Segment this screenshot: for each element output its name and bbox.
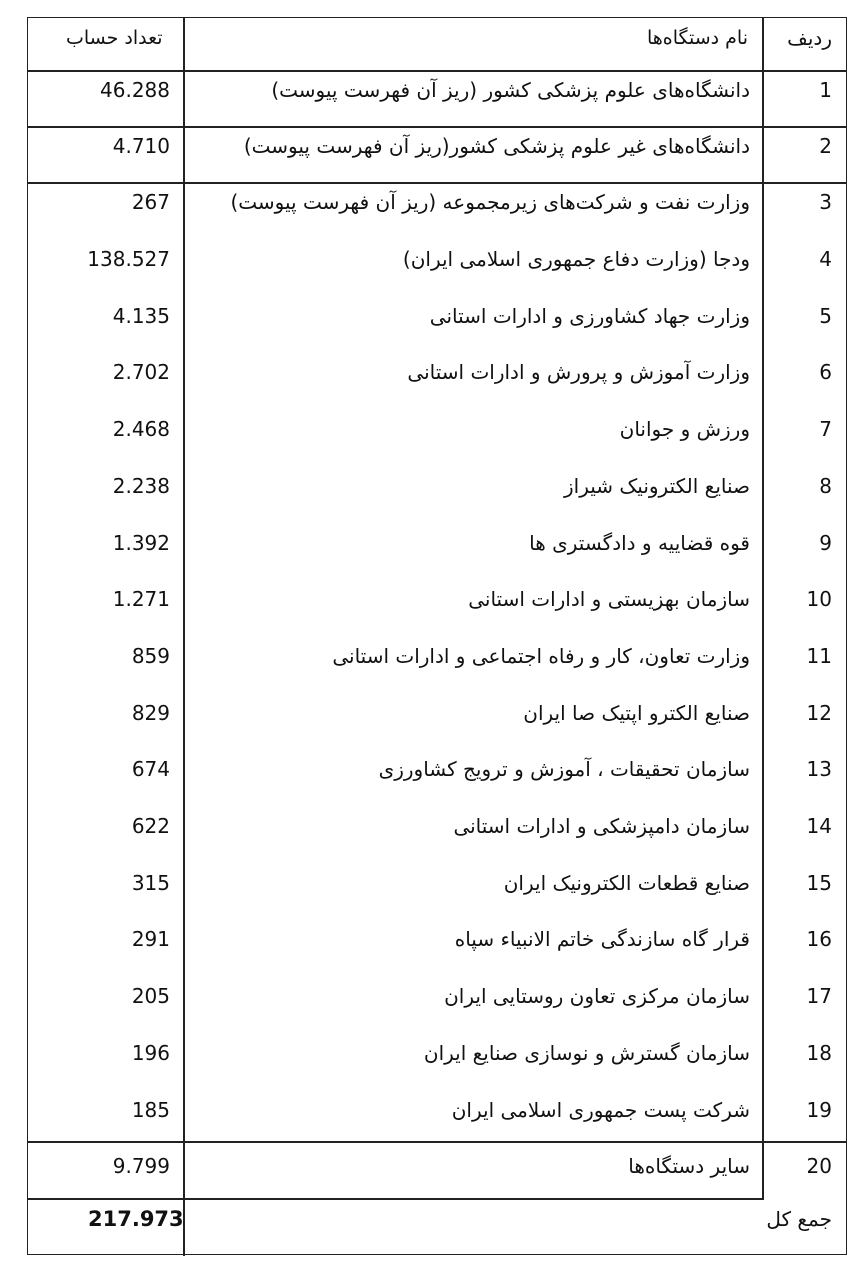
row-name: سازمان گسترش و نوسازی صنایع ایران [423, 1041, 750, 1065]
row-count: 9.799 [112, 1154, 170, 1178]
row-count: 859 [131, 644, 170, 668]
row-name: وزارت تعاون، کار و رفاه اجتماعی و ادارات استانی [332, 644, 750, 668]
row-count: 829 [131, 701, 170, 725]
row-number: 1 [819, 78, 832, 102]
row-number: 20 [806, 1154, 832, 1178]
row-count: 291 [131, 927, 170, 951]
column-divider [183, 18, 185, 1256]
row-number: 6 [819, 360, 832, 384]
total-label: جمع کل [766, 1207, 832, 1231]
row-count: 2.702 [112, 360, 170, 384]
row-divider [28, 1141, 846, 1143]
total-count: 217.973 [88, 1207, 184, 1231]
row-name: سایر دستگاه‌ها [628, 1154, 750, 1178]
row-name: ودجا (وزارت دفاع جمهوری اسلامی ایران) [402, 247, 750, 271]
row-number: 2 [819, 134, 832, 158]
row-count: 674 [131, 757, 170, 781]
row-name: سازمان بهزیستی و ادارات استانی [468, 587, 750, 611]
row-name: ورزش و جوانان [619, 417, 750, 441]
header-name: نام دستگاه‌ها [646, 27, 748, 49]
row-count: 622 [131, 814, 170, 838]
row-number: 18 [806, 1041, 832, 1065]
row-name: قوه قضاییه و دادگستری ها [529, 531, 750, 555]
row-number: 5 [819, 304, 832, 328]
row-count: 185 [131, 1098, 170, 1122]
row-number: 12 [806, 701, 832, 725]
row-number: 15 [806, 871, 832, 895]
header-count: تعداد حساب [66, 27, 163, 49]
row-count: 4.710 [112, 134, 170, 158]
row-name: سازمان دامپزشکی و ادارات استانی [453, 814, 750, 838]
row-number: 4 [819, 247, 832, 271]
row-number: 11 [806, 644, 832, 668]
row-number: 16 [806, 927, 832, 951]
row-name: صنایع الکترونیک شیراز [563, 474, 750, 498]
accounts-table [27, 17, 847, 1255]
row-count: 196 [131, 1041, 170, 1065]
row-count: 138.527 [87, 247, 170, 271]
row-count: 267 [131, 190, 170, 214]
row-name: وزارت آموزش و پرورش و ادارات استانی [407, 360, 750, 384]
row-number: 14 [806, 814, 832, 838]
row-number: 17 [806, 984, 832, 1008]
header-row-no: ردیف [787, 26, 832, 50]
row-name: سازمان تحقیقات ، آموزش و ترویج کشاورزی [378, 757, 750, 781]
row-count: 315 [131, 871, 170, 895]
row-number: 9 [819, 531, 832, 555]
row-number: 13 [806, 757, 832, 781]
row-divider [28, 70, 846, 72]
row-number: 7 [819, 417, 832, 441]
row-name: صنایع الکترو اپتیک صا ایران [523, 701, 750, 725]
row-name: وزارت نفت و شرکت‌های زیرمجموعه (ریز آن فهرست پیوست) [230, 190, 750, 214]
row-count: 205 [131, 984, 170, 1008]
row-divider [28, 126, 846, 128]
row-count: 2.238 [112, 474, 170, 498]
row-divider [28, 182, 846, 184]
column-divider [762, 18, 764, 1200]
row-count: 4.135 [112, 304, 170, 328]
row-name: شرکت پست جمهوری اسلامی ایران [451, 1098, 750, 1122]
row-name: دانشگاه‌های علوم پزشکی کشور (ریز آن فهرست پیوست) [271, 78, 750, 102]
row-count: 2.468 [112, 417, 170, 441]
row-number: 10 [806, 587, 832, 611]
row-name: وزارت جهاد کشاورزی و ادارات استانی [429, 304, 750, 328]
row-name: دانشگاه‌های غیر علوم پزشکی کشور(ریز آن فهرست پیوست) [243, 134, 750, 158]
row-name: سازمان مرکزی تعاون روستایی ایران [444, 984, 750, 1008]
row-number: 19 [806, 1098, 832, 1122]
row-name: صنایع قطعات الکترونیک ایران [503, 871, 750, 895]
row-number: 3 [819, 190, 832, 214]
row-divider [28, 1198, 764, 1200]
row-count: 1.271 [112, 587, 170, 611]
row-number: 8 [819, 474, 832, 498]
row-name: قرار گاه سازندگی خاتم الانبیاء سپاه [454, 927, 750, 951]
row-count: 1.392 [112, 531, 170, 555]
row-count: 46.288 [100, 78, 170, 102]
